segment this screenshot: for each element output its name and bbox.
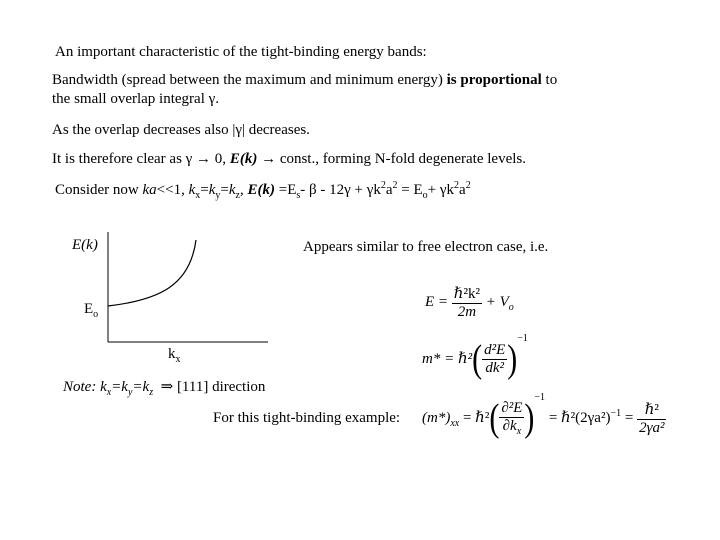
consider-kx-sub: x: [195, 190, 201, 201]
consider-eo-sub: o: [422, 190, 428, 201]
eq-tb-eq: = ℏ²: [462, 410, 490, 426]
consider-ky-sub: y: [215, 190, 221, 201]
eq-mass-den: dk²: [485, 360, 505, 377]
graph-xlabel-sub: x: [175, 354, 181, 365]
eq-free-frac: [452, 284, 482, 321]
dispersion-graph: [90, 230, 310, 370]
note-pre: Note: k: [63, 379, 107, 395]
eq-tb-mid-exp: −1: [610, 408, 622, 419]
clear-pre: It is therefore clear as γ → 0,: [52, 151, 230, 167]
graph-eo: E: [84, 301, 94, 317]
bandwidth-post: to: [541, 72, 558, 88]
consider-sup2: 2: [392, 180, 398, 191]
eq-tb-lhs: (m*): [422, 410, 451, 426]
graph-ylabel: E(k): [72, 237, 98, 253]
eq-tb-num2: ℏ²: [637, 400, 666, 420]
clear-line: [52, 150, 526, 168]
eq-free-num: ℏ²k²: [453, 286, 480, 302]
consider-ka: ka: [142, 182, 157, 198]
eq-tb-den-sub: x: [516, 426, 522, 438]
eq-mass-exp: −1: [517, 333, 528, 344]
consider-sup3: 2: [454, 180, 460, 191]
consider-es-sub: s: [296, 190, 301, 201]
eq-tb-den: ∂k: [502, 418, 517, 435]
note-post: [111] direction: [173, 379, 266, 395]
consider-rest4: + γk: [427, 182, 455, 198]
note-eq2: =k: [132, 379, 150, 395]
graph-xlabel: [168, 345, 181, 369]
consider-rest2: - β - 12γ + γk: [300, 182, 381, 198]
eq-tb-den2: 2γa²: [639, 420, 665, 437]
clear-post: → const., forming N-fold degenerate levels.: [257, 151, 526, 167]
consider-a2: a: [459, 182, 466, 198]
graph-xlabel-k: k: [168, 346, 176, 362]
consider-kz-sub: z: [235, 190, 240, 201]
consider-mid1: <<1,: [156, 182, 189, 198]
note-line: [63, 378, 265, 402]
consider-line: [55, 177, 471, 205]
note-x: x: [106, 387, 112, 398]
consider-eq2: =: [220, 182, 229, 198]
consider-comma: ,: [240, 182, 248, 198]
eq-free-sub: o: [508, 301, 514, 313]
eq-free-plus: + V: [485, 293, 509, 310]
consider-kx: k: [188, 182, 196, 198]
eq-effective-mass: m* = ℏ²( $\frac{\text{d²E}}{\text{dk²}}$ )$^{-1}$: [422, 333, 528, 381]
clear-ek: E(k): [229, 151, 258, 167]
consider-rest: =E: [275, 182, 297, 198]
eq-tb-eq2: =: [624, 410, 634, 426]
eq-mass-num: d²E: [484, 342, 506, 359]
eq-tb-exp: −1: [534, 392, 546, 403]
overlap-line: As the overlap decreases also |γ| decreases.: [52, 122, 310, 138]
consider-ky: k: [208, 182, 216, 198]
graph-curve: [108, 240, 196, 306]
bandwidth-bold: is proportional: [446, 72, 542, 88]
eq-mass-lhs: m* = ℏ²: [422, 351, 473, 367]
eq-tb-frac2: [637, 400, 666, 437]
bandwidth-line: [52, 71, 557, 89]
eq-tb-frac: [499, 400, 524, 437]
similar-text: Appears similar to free electron case, i.e.: [303, 239, 549, 255]
eq-free-electron: [425, 284, 514, 321]
eq-tb-den-wrap: [499, 418, 524, 437]
bandwidth-line-2: the small overlap integral γ.: [52, 91, 219, 107]
consider-pre: Consider now: [55, 182, 143, 198]
note-y: y: [127, 387, 133, 398]
eq-tb-mid: = ℏ²(2γa²): [548, 410, 611, 426]
consider-kz: k: [228, 182, 236, 198]
consider-eq1: =: [200, 182, 209, 198]
eq-mass-frac: [482, 342, 507, 377]
graph-eo-label: [84, 300, 98, 324]
eq-free-lhs: E =: [425, 293, 449, 310]
intro-text: An important characteristic of the tight-binding energy bands:: [55, 44, 427, 60]
eq-tight-binding: $(m*)_{xx}$ = ℏ²( $\frac{\text{∂²E}}{\partial k_x}$ )$^{-1} = \hbar^2(2\gamma a^2)^{-1}$ = $\frac{\text{ℏ²}}{\text{2γa²}}$: [422, 392, 665, 440]
note-arrow: ⇒: [160, 379, 174, 395]
note-z: z: [149, 387, 154, 398]
consider-sup1: 2: [380, 180, 386, 191]
example-label: For this tight-binding example:: [213, 410, 401, 426]
bandwidth-pre: Bandwidth (spread between the maximum and minimum energy): [52, 72, 447, 88]
eq-free-den: 2m: [457, 304, 477, 320]
eq-tb-num: ∂²E: [501, 400, 523, 417]
consider-sup4: 2: [465, 180, 471, 191]
consider-a1: a: [385, 182, 393, 198]
eq-tb-lhs-sub: xx: [450, 418, 460, 429]
consider-rest3: = E: [397, 182, 423, 198]
consider-ek: E(k): [247, 182, 275, 198]
graph-eo-sub: o: [93, 309, 99, 320]
note-eq1: =k: [111, 379, 128, 395]
